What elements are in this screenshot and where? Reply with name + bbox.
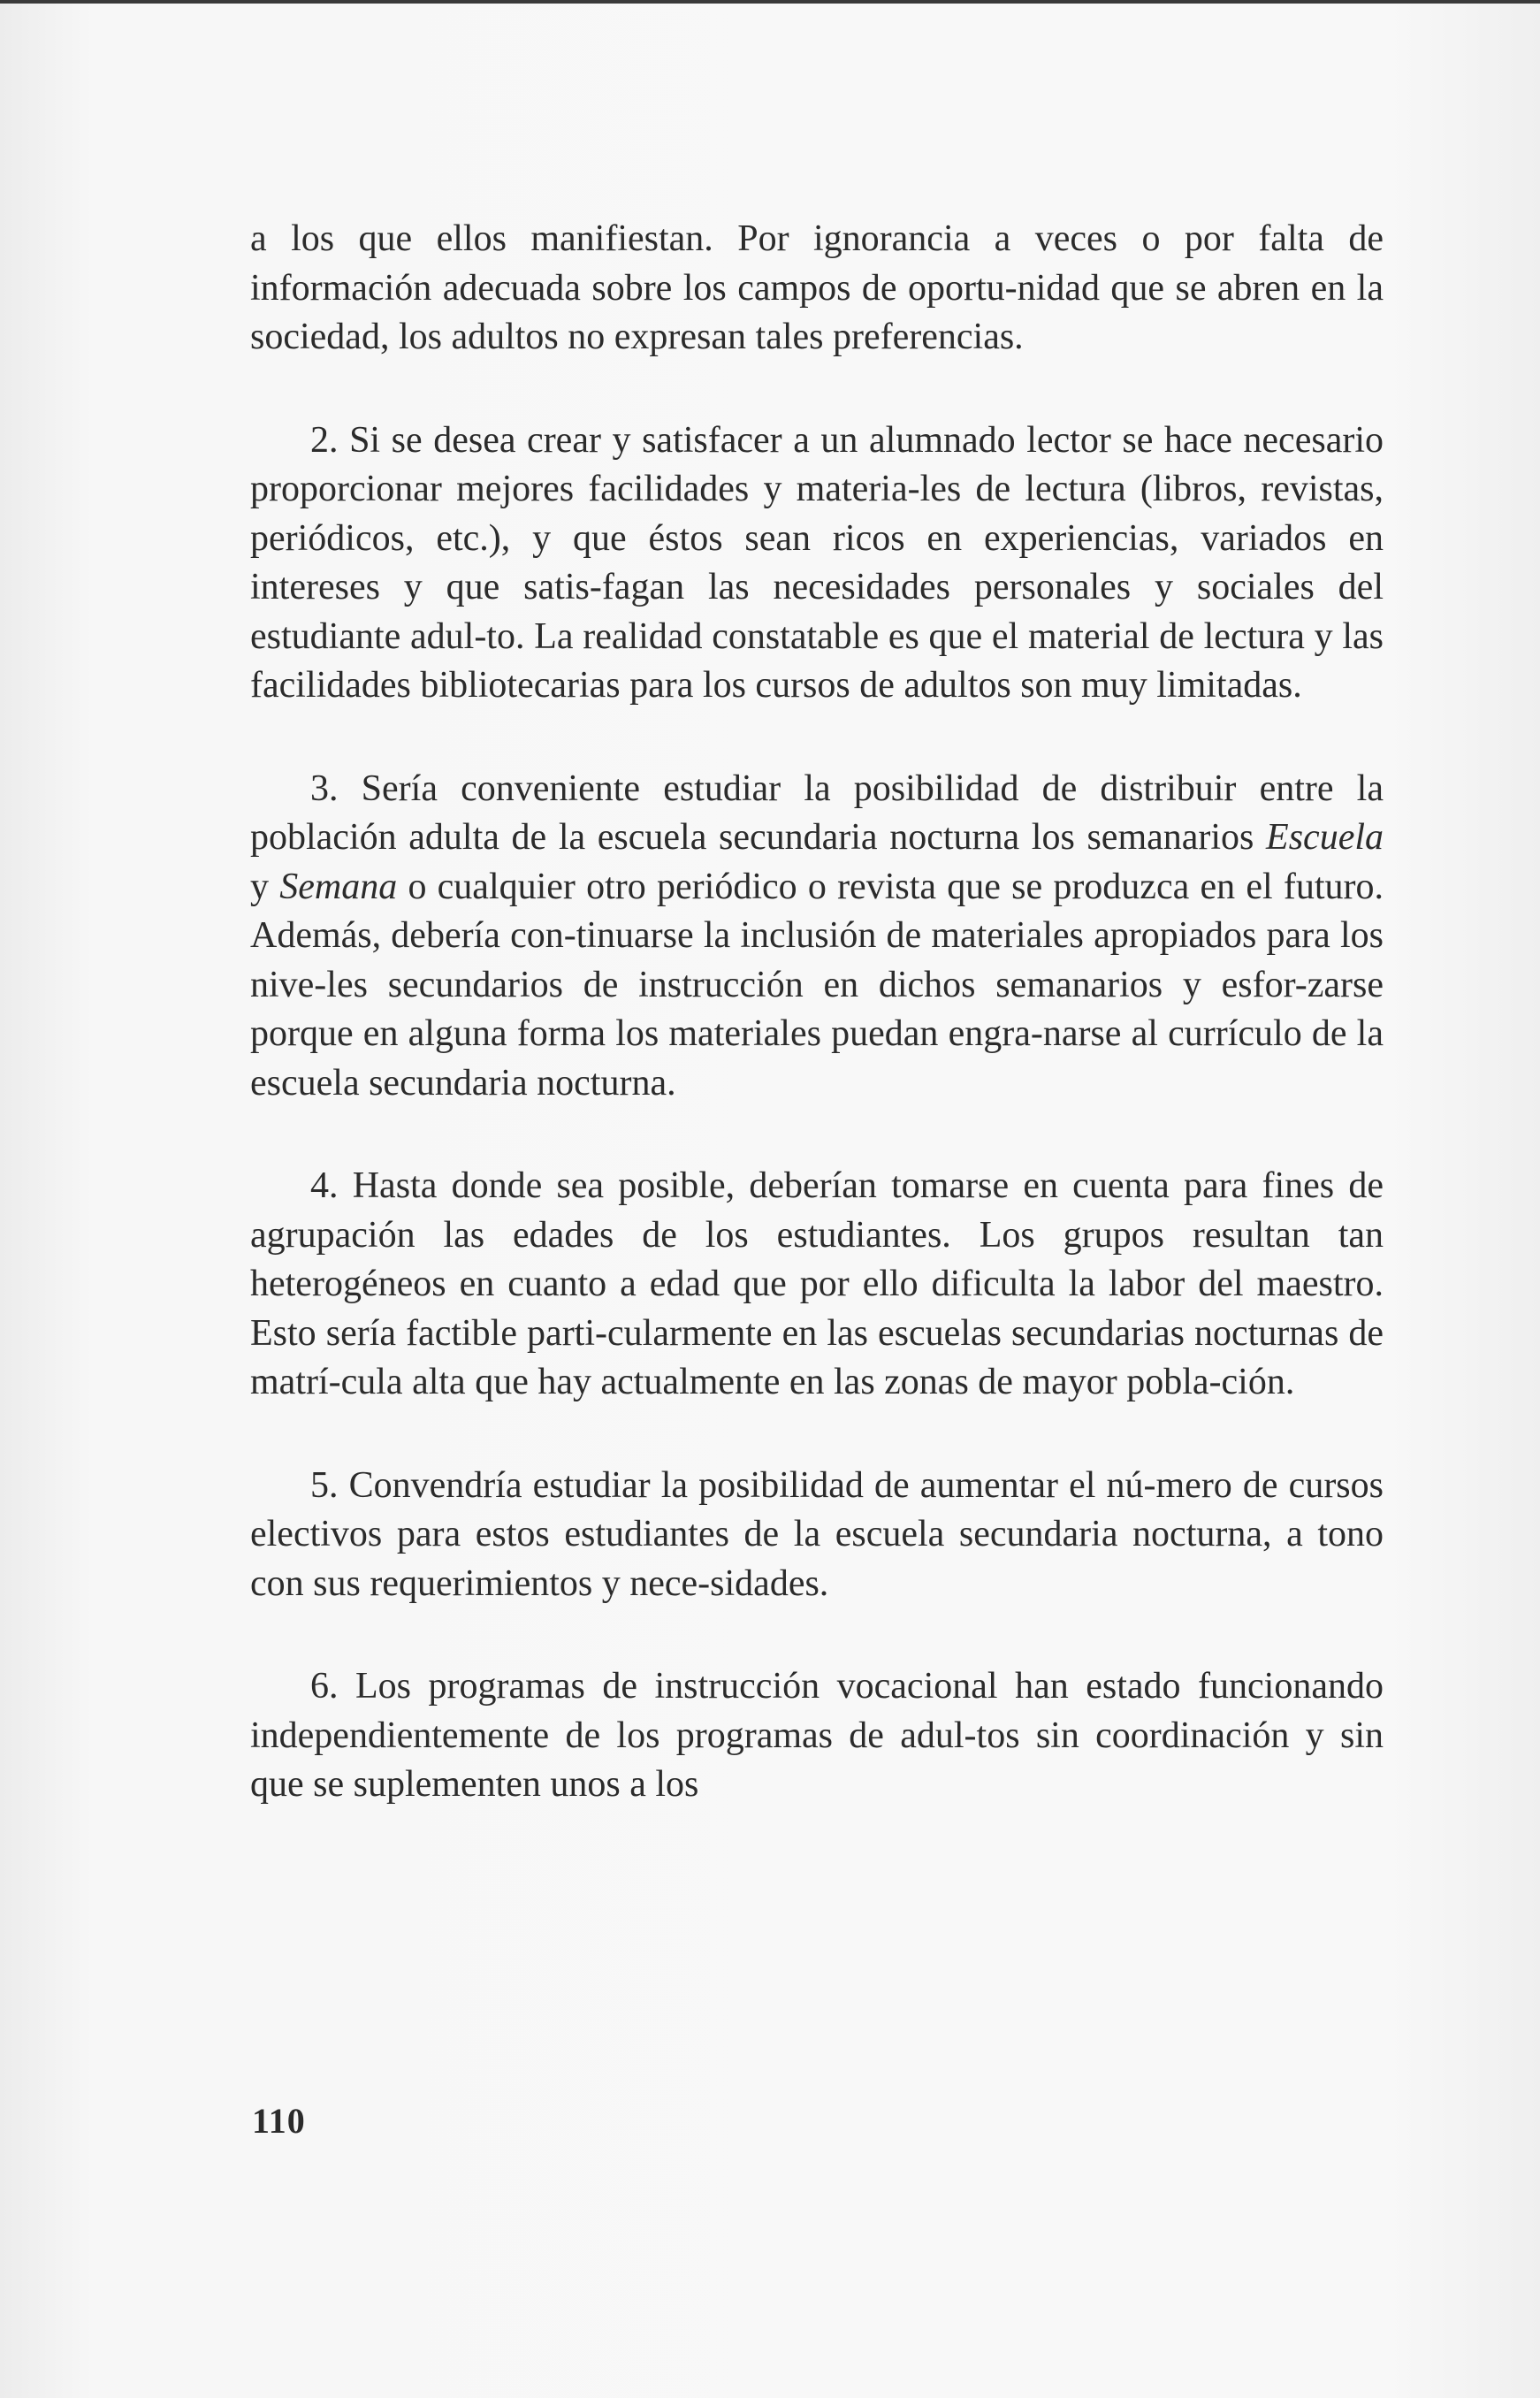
text-run: 4. Hasta donde sea posible, deberían tomarse en cuenta para fines de agrupación las edades de los estudiantes. Los grupos resultan tan heterogéneos en cuanto a edad que por ello dificulta la labor del maestro. Esto sería factible parti-cularmente en las escuelas secundarias nocturnas de matrí-cula alta que hay actualmente en las zonas de mayor pobla-ción. xyxy=(250,1165,1384,1402)
page-number: 110 xyxy=(252,2101,306,2141)
text-run: 3. Sería conveniente estudiar la posibilidad de distribuir entre la población adulta de la escuela secundaria nocturna los semanarios xyxy=(250,768,1384,858)
paragraph-continuation xyxy=(250,215,1384,363)
text-run: 2. Si se desea crear y satisfacer a un alumnado lector se hace necesario proporcionar mejores facilidades y materia-les de lectura (libros, revistas, periódicos, etc.), y que éstos sean ricos en experiencias, variados en intereses y que satis-fagan las necesidades personales y sociales del estudiante adul-to. La realidad constatable es que el material de lectura y las facilidades bibliotecarias para los cursos de adultos son muy limitadas. xyxy=(250,419,1384,706)
paragraph-item-2 xyxy=(250,416,1384,711)
text-run: a los que ellos manifiestan. Por ignorancia a veces o por falta de información adecuada sobre los campos de oportu-nidad que se abren en la sociedad, los adultos no expresan tales preferencias. xyxy=(250,218,1384,357)
text-run: y xyxy=(250,866,280,907)
paragraph-item-3 xyxy=(250,765,1384,1109)
publication-title-semana: Semana xyxy=(279,866,398,907)
text-run: 5. Convendría estudiar la posibilidad de aumentar el nú-mero de cursos electivos para estos estudiantes de la escuela secundaria nocturna, a tono con sus requerimientos y nece-sidades. xyxy=(250,1464,1384,1604)
text-run: 6. Los programas de instrucción vocacional han estado funcionando independientemente de los programas de adul-tos sin coordinación y sin que se suplementen unos a los xyxy=(250,1666,1384,1805)
paragraph-item-5 xyxy=(250,1462,1384,1609)
page-top-edge xyxy=(0,0,1540,4)
body-text xyxy=(250,215,1384,1810)
text-run: o cualquier otro periódico o revista que se produzca en el futuro. Además, debería con-tinuarse la inclusión de materiales apropiados para los nive-les secundarios de instrucción en dichos semanarios y esfor-zarse porque en alguna forma los materiales puedan engra-narse al currículo de la escuela secundaria nocturna. xyxy=(250,866,1384,1104)
publication-title-escuela: Escuela xyxy=(1266,817,1384,858)
paragraph-item-6 xyxy=(250,1662,1384,1810)
paragraph-item-4 xyxy=(250,1162,1384,1408)
